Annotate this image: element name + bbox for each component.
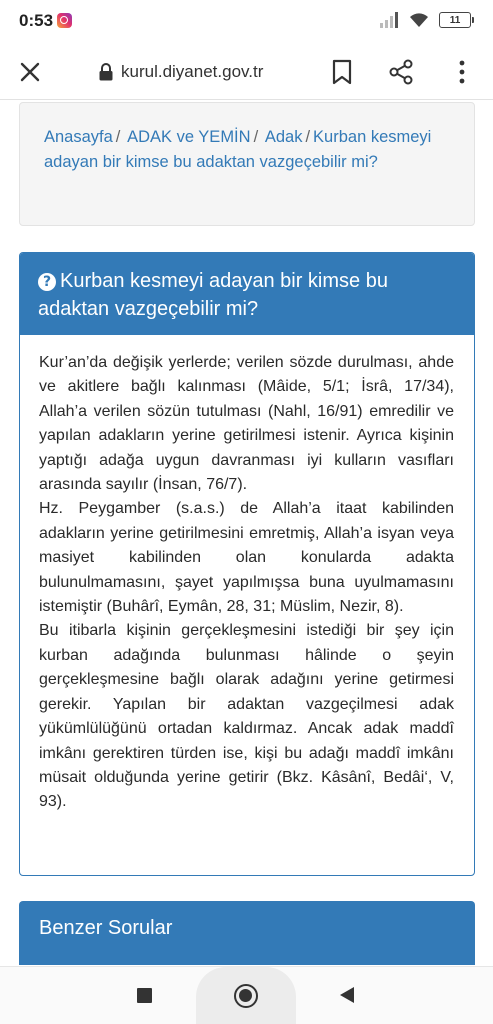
status-bar: [0, 0, 493, 44]
breadcrumb-separator: /: [115, 128, 121, 146]
breadcrumb: [19, 102, 475, 226]
breadcrumb-adak-ve-yemin[interactable]: ADAK ve YEMİN: [127, 128, 251, 146]
instagram-icon: [57, 13, 72, 28]
browser-toolbar: [0, 44, 493, 100]
wifi-icon: [409, 12, 429, 28]
url-bar[interactable]: [98, 58, 263, 86]
url-text: kurul.diyanet.gov.tr: [121, 62, 264, 81]
answer-paragraph: Hz. Peygamber (s.a.s.) de Allah’a itaat kabilinden adakların yerine getirilmesini emretmiş, Allah’a isyan veya masiyet kabilinden olan konularda adakta bulunulmamasını, şayet yapılmışsa buna uyulmamasını istemiştir (Buhârî, Eymân, 28, 31; Müslim, Nezir, 8).: [39, 500, 454, 616]
recent-apps-icon[interactable]: [137, 988, 152, 1003]
answer-paragraph: Kur’an’da değişik yerlerde; verilen sözde durulması, ahde ve akitlere bağlı kalınması (Mâide, 5/1; İsrâ, 17/34), Allah’a verilen sözün tutulması (Nahl, 16/91) emredilir ve yapılan adakların yerine getirilmesi istenir. Ayrıca kişinin yaptığı adağa uygun davranması iyi kulların vasıfları arasında sayılır (İnsan, 76/7).: [39, 354, 454, 494]
signal-icon: [379, 12, 399, 28]
breadcrumb-separator: /: [305, 128, 311, 146]
similar-questions-title: Benzer Sorular: [39, 917, 173, 939]
status-icons: [379, 12, 471, 28]
breadcrumb-separator: /: [253, 128, 259, 146]
answer-body: [20, 335, 474, 815]
question-heading: [20, 253, 474, 335]
answer-paragraph: Bu itibarla kişinin gerçekleşmesini istediği bir şey için kurban adağında bulunması hâlinde o şeyin gerçekleşmesine bağlı olarak adağını yerine getirmesi gerekir. Yapılan bir adaktan vazgeçilmesi adak yükümlülüğünü ortadan kaldırmaz. Ancak adak maddî imkânı gerektiren türden ise, kişi bu adağı maddî imkânı müsait olduğunda yerine getirir (Bkz. Kâsânî, Bedâi‘, V, 93).: [39, 622, 454, 811]
back-icon[interactable]: [340, 987, 354, 1003]
battery-level: 11: [449, 14, 461, 26]
similar-questions-heading: [19, 901, 475, 965]
question-title: Kurban kesmeyi adayan bir kimse bu adaktan vazgeçebilir mi?: [38, 270, 388, 320]
status-time: 0:53: [19, 11, 54, 30]
home-icon[interactable]: [234, 984, 258, 1008]
bookmark-icon[interactable]: [330, 59, 354, 85]
breadcrumb-adak[interactable]: Adak: [264, 128, 303, 146]
lock-icon: [98, 63, 114, 81]
close-icon[interactable]: [18, 60, 42, 84]
system-nav-bar: [0, 966, 493, 1024]
question-circle-icon: ?: [38, 273, 56, 291]
breadcrumb-current[interactable]: Kurban kesmeyi adayan bir kimse bu adaktan vazgeçebilir mi?: [44, 128, 432, 171]
menu-icon[interactable]: [452, 59, 472, 85]
battery-icon: [439, 12, 471, 28]
question-panel: [19, 252, 475, 876]
breadcrumb-home[interactable]: Anasayfa: [44, 128, 113, 146]
share-icon[interactable]: [388, 59, 414, 85]
